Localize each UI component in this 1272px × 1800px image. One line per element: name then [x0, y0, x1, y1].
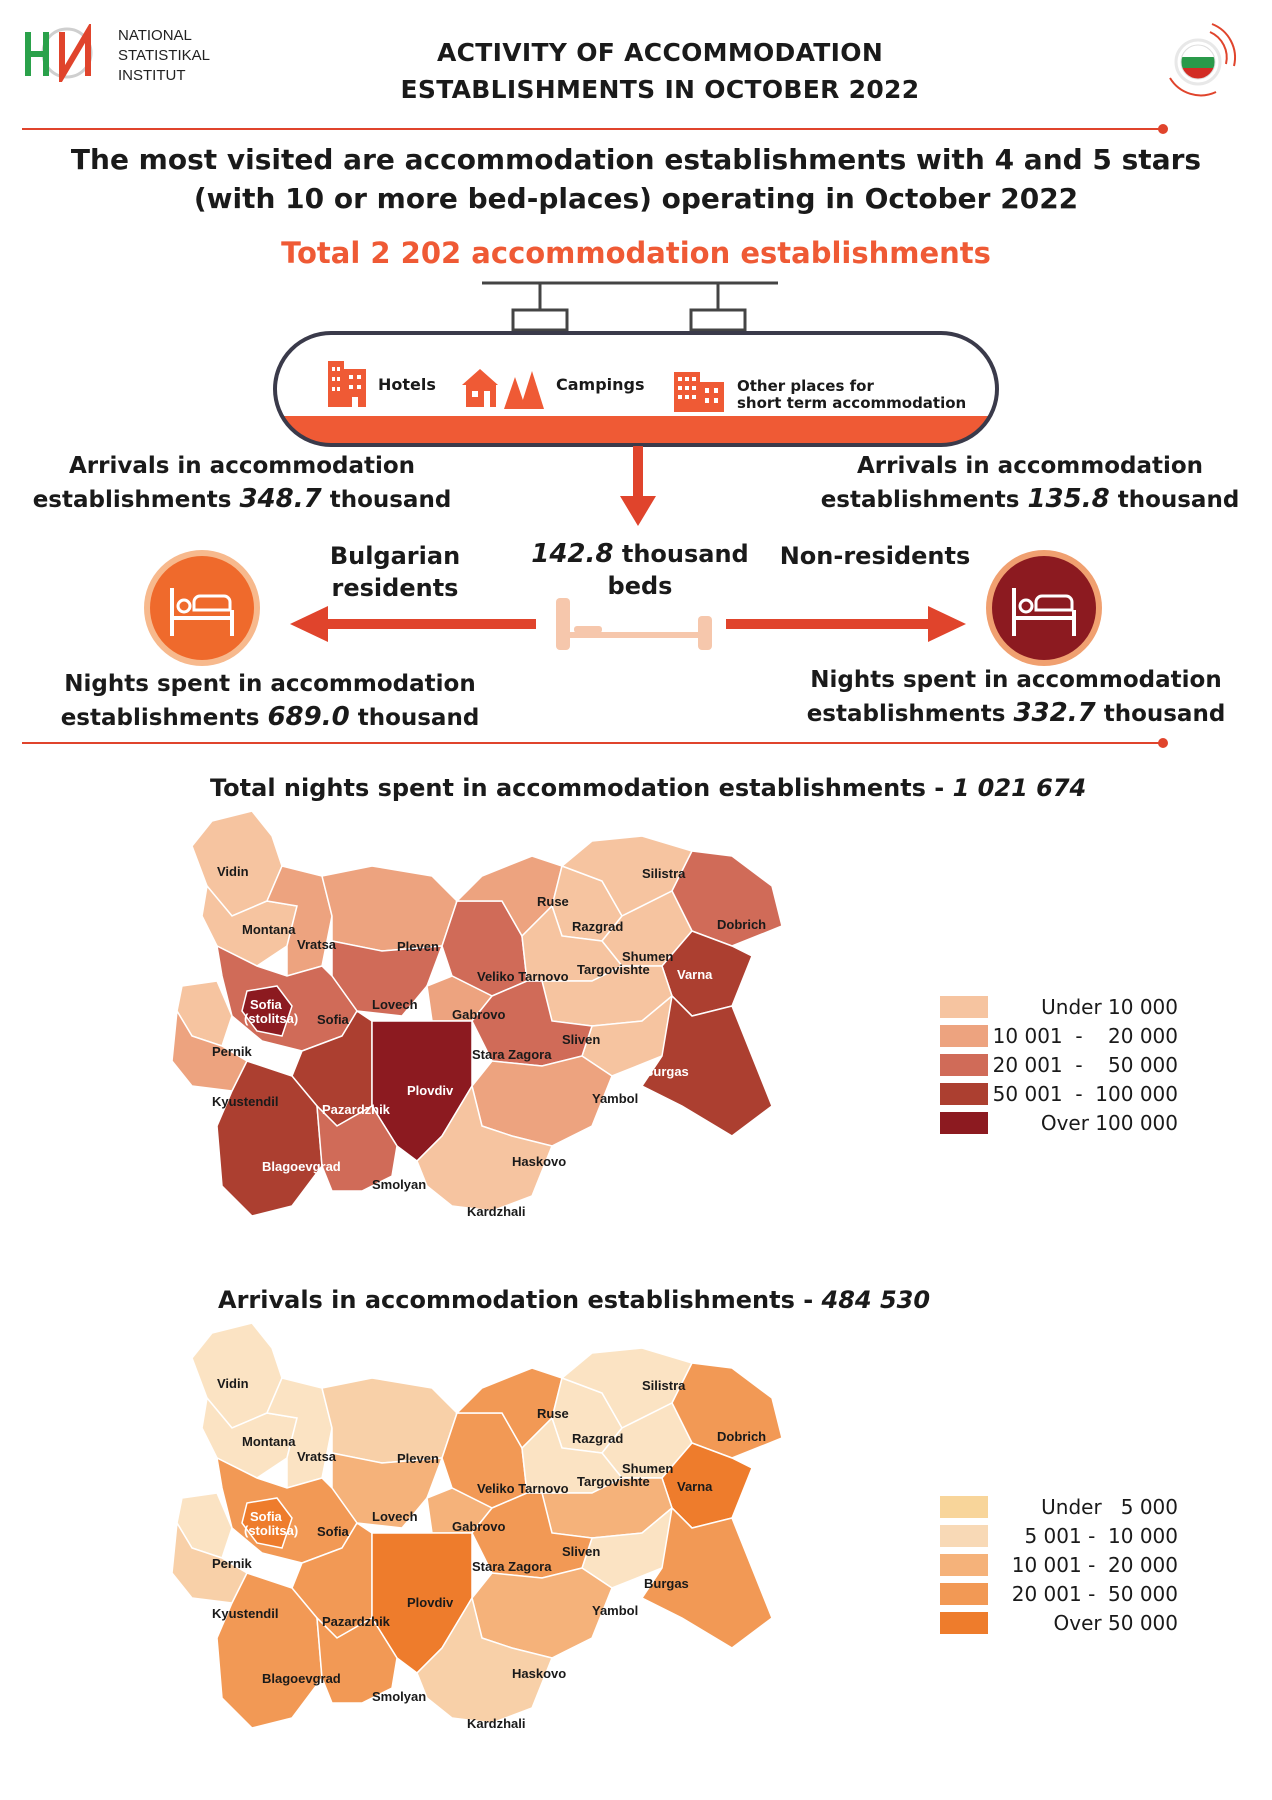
- nsi-logo: [22, 24, 112, 82]
- nights-label-gabrovo: Gabrovo: [452, 1007, 506, 1022]
- arrivals-label-plovdiv: Plovdiv: [407, 1595, 454, 1610]
- nights-legend-label: 10 001 - 20 000: [992, 1023, 1178, 1048]
- arrivals-label-sliven: Sliven: [562, 1544, 601, 1559]
- residents-nights: [30, 668, 510, 735]
- beds-suffix: thousand: [613, 540, 749, 568]
- nonresidents-nights-line-1: Nights spent in accommodation: [810, 667, 1222, 693]
- beds-value: 142.8: [531, 539, 614, 569]
- arrivals-legend-label: Over 50 000: [1053, 1610, 1178, 1635]
- arrivals-label-kardzhali: Kardzhali: [467, 1716, 526, 1731]
- nights-label-targovishte: Targovishte: [577, 962, 650, 977]
- total-establishments: Total 2 202 accommodation establishments: [281, 236, 991, 270]
- org-line-3: INSTITUT: [118, 67, 186, 84]
- nights-legend-label: 20 001 - 50 000: [992, 1052, 1178, 1077]
- nights-label-pernik: Pernik: [212, 1044, 252, 1059]
- nights-label-plovdiv: Plovdiv: [407, 1083, 454, 1098]
- arrivals-map-title-prefix: Arrivals in accommodation establishments -: [218, 1286, 822, 1314]
- nights-legend-item: [940, 1108, 1240, 1137]
- left-arrow-icon: [290, 606, 536, 642]
- arrivals-legend-label: Under 5 000: [1041, 1494, 1178, 1519]
- residents-arrivals-suffix: thousand: [321, 487, 452, 513]
- nights-label-stara: Stara Zagora: [472, 1047, 552, 1062]
- title-line-1: ACTIVITY OF ACCOMMODATION: [436, 38, 884, 67]
- nights-label-haskovo: Haskovo: [512, 1154, 567, 1169]
- residents-arrivals-prefix: establishments: [32, 487, 240, 513]
- arrivals-label-dobrich: Dobrich: [717, 1429, 767, 1444]
- residents-nights-value: 689.0: [267, 702, 350, 732]
- camping-icon: [460, 365, 546, 411]
- nights-label-silistra: Silistra: [642, 866, 686, 881]
- org-line-1: NATIONAL: [118, 27, 192, 44]
- arrivals-label-blagoevgrad: Blagoevgrad: [262, 1671, 341, 1686]
- nights-label-vidin: Vidin: [217, 864, 249, 879]
- arrivals-legend-item: [940, 1492, 1240, 1521]
- arrivals-label-sofia: Sofia: [317, 1524, 349, 1539]
- nonresidents-label: Non-residents: [779, 542, 971, 570]
- headline-line-1: The most visited are accommodation establishments with 4 and 5 stars: [70, 143, 1202, 176]
- beds-line-2: beds: [607, 572, 673, 600]
- nights-label-dobrich: Dobrich: [717, 917, 767, 932]
- residents-label-line-2: residents: [331, 574, 459, 602]
- nights-label-burgas: Burgas: [644, 1064, 689, 1079]
- nights-legend-swatch: [940, 1083, 988, 1105]
- nights-legend-label: 50 001 - 100 000: [992, 1081, 1178, 1106]
- arrivals-label-sofia-stolitsa-suffix: (stolitsa): [244, 1523, 299, 1538]
- nights-map-total: 1 021 674: [952, 774, 1087, 802]
- arrivals-label-lovech: Lovech: [372, 1509, 418, 1524]
- nonresidents-nights-suffix: thousand: [1095, 701, 1226, 727]
- section-divider-dot: [1158, 738, 1168, 748]
- arrivals-legend: [940, 1492, 1240, 1637]
- nights-legend-label: Over 100 000: [1040, 1110, 1178, 1135]
- arrivals-map-title: [218, 1286, 1118, 1314]
- arrivals-label-kyustendil: Kyustendil: [212, 1606, 279, 1621]
- nights-label-yambol: Yambol: [592, 1091, 639, 1106]
- nonresidents-arrivals-value: 135.8: [1027, 484, 1110, 514]
- category-other-line-2: short term accommodation: [737, 394, 967, 412]
- nights-label-veliko: Veliko Tarnovo: [477, 969, 569, 984]
- residents-nights-suffix: thousand: [349, 705, 480, 731]
- residents-arrivals: [12, 450, 472, 517]
- nights-label-pazardzhik: Pazardzhik: [322, 1102, 390, 1117]
- nights-legend-swatch: [940, 1054, 988, 1076]
- nights-label-sofia-stolitsa-suffix: (stolitsa): [244, 1011, 299, 1026]
- residents-arrivals-line-1: Arrivals in accommodation: [68, 453, 416, 479]
- nights-label-vratsa: Vratsa: [297, 937, 337, 952]
- nonresidents-nights: [776, 664, 1256, 731]
- nights-label-kyustendil: Kyustendil: [212, 1094, 279, 1109]
- arrivals-label-pernik: Pernik: [212, 1556, 252, 1571]
- nights-legend-swatch: [940, 1112, 988, 1134]
- hotel-icon: [326, 357, 368, 409]
- nights-label-sofia-stolitsa: Sofia: [250, 997, 282, 1012]
- arrivals-label-silistra: Silistra: [642, 1378, 686, 1393]
- category-hotels: Hotels: [378, 375, 436, 394]
- nights-legend-item: [940, 992, 1240, 1021]
- arrivals-legend-item: [940, 1550, 1240, 1579]
- nonresidents-nights-prefix: establishments: [806, 701, 1014, 727]
- arrivals-legend-swatch: [940, 1496, 988, 1518]
- category-other-line-1: Other places for: [737, 377, 874, 395]
- category-campings: Campings: [556, 375, 645, 394]
- arrivals-legend-swatch: [940, 1525, 988, 1547]
- title-line-2: ESTABLISHMENTS IN OCTOBER 2022: [400, 75, 920, 104]
- page-title: [300, 34, 1020, 108]
- nights-label-shumen: Shumen: [622, 949, 674, 964]
- nights-legend-item: [940, 1050, 1240, 1079]
- nights-legend-swatch: [940, 1025, 988, 1047]
- nights-label-montana: Montana: [242, 922, 296, 937]
- arrivals-legend-item: [940, 1579, 1240, 1608]
- arrivals-label-targovishte: Targovishte: [577, 1474, 650, 1489]
- category-other: [737, 378, 966, 412]
- org-name: [118, 26, 210, 86]
- nights-map: [170, 804, 910, 1284]
- arrivals-legend-item: [940, 1608, 1240, 1637]
- down-arrow-icon: [618, 446, 658, 528]
- nights-label-sliven: Sliven: [562, 1032, 601, 1047]
- apartment-icon: [672, 366, 726, 412]
- nights-label-pleven: Pleven: [397, 939, 439, 954]
- arrivals-map: [170, 1316, 910, 1796]
- arrivals-label-haskovo: Haskovo: [512, 1666, 567, 1681]
- arrivals-label-burgas: Burgas: [644, 1576, 689, 1591]
- headline: [20, 140, 1252, 218]
- nights-legend-label: Under 10 000: [1041, 994, 1178, 1019]
- nights-label-lovech: Lovech: [372, 997, 418, 1012]
- right-arrow-icon: [726, 606, 966, 642]
- arrivals-label-ruse: Ruse: [537, 1406, 569, 1421]
- residents-bed-badge-icon: [142, 548, 262, 668]
- bulgaria-flag-icon: [1160, 18, 1240, 98]
- residents-label: [290, 540, 500, 604]
- arrivals-label-pleven: Pleven: [397, 1451, 439, 1466]
- arrivals-legend-label: 5 001 - 10 000: [1024, 1523, 1178, 1548]
- nights-label-razgrad: Razgrad: [572, 919, 624, 934]
- connector-bracket: [480, 278, 780, 338]
- residents-label-line-1: Bulgarian: [329, 542, 461, 570]
- nights-legend-item: [940, 1079, 1240, 1108]
- arrivals-legend-swatch: [940, 1554, 988, 1576]
- arrivals-legend-swatch: [940, 1612, 988, 1634]
- nights-legend: [940, 992, 1240, 1137]
- nonresidents-bed-badge-icon: [984, 548, 1104, 668]
- nights-label-ruse: Ruse: [537, 894, 569, 909]
- residents-nights-line-1: Nights spent in accommodation: [64, 671, 476, 697]
- nonresidents-arrivals-line-1: Arrivals in accommodation: [856, 453, 1204, 479]
- arrivals-label-veliko: Veliko Tarnovo: [477, 1481, 569, 1496]
- arrivals-legend-label: 20 001 - 50 000: [1011, 1581, 1178, 1606]
- nights-legend-swatch: [940, 996, 988, 1018]
- nights-label-blagoevgrad: Blagoevgrad: [262, 1159, 341, 1174]
- residents-arrivals-value: 348.7: [239, 484, 322, 514]
- nights-label-smolyan: Smolyan: [372, 1177, 427, 1192]
- arrivals-label-yambol: Yambol: [592, 1603, 639, 1618]
- beds-stat: [510, 538, 770, 602]
- arrivals-legend-item: [940, 1521, 1240, 1550]
- arrivals-label-sofia-stolitsa: Sofia: [250, 1509, 282, 1524]
- arrivals-label-stara: Stara Zagora: [472, 1559, 552, 1574]
- nights-label-varna: Varna: [677, 967, 713, 982]
- arrivals-label-gabrovo: Gabrovo: [452, 1519, 506, 1534]
- header-divider-dot: [1158, 124, 1168, 134]
- arrivals-label-razgrad: Razgrad: [572, 1431, 624, 1446]
- nights-map-title: [210, 774, 1110, 802]
- arrivals-legend-label: 10 001 - 20 000: [1011, 1552, 1178, 1577]
- nights-legend-item: [940, 1021, 1240, 1050]
- bed-icon: [554, 594, 714, 652]
- arrivals-label-vidin: Vidin: [217, 1376, 249, 1391]
- arrivals-label-montana: Montana: [242, 1434, 296, 1449]
- nonresidents-arrivals-prefix: establishments: [820, 487, 1028, 513]
- arrivals-label-vratsa: Vratsa: [297, 1449, 337, 1464]
- nights-label-kardzhali: Kardzhali: [467, 1204, 526, 1219]
- nonresidents-arrivals-suffix: thousand: [1109, 487, 1240, 513]
- arrivals-legend-swatch: [940, 1583, 988, 1605]
- nights-map-title-prefix: Total nights spent in accommodation establishments -: [210, 774, 953, 802]
- arrivals-label-varna: Varna: [677, 1479, 713, 1494]
- nonresidents-arrivals: [800, 450, 1260, 517]
- arrivals-map-total: 484 530: [821, 1286, 931, 1314]
- arrivals-label-shumen: Shumen: [622, 1461, 674, 1476]
- header-divider: [22, 128, 1162, 130]
- nights-label-sofia: Sofia: [317, 1012, 349, 1027]
- org-line-2: STATISTIKAL: [118, 47, 210, 64]
- arrivals-label-smolyan: Smolyan: [372, 1689, 427, 1704]
- arrivals-label-pazardzhik: Pazardzhik: [322, 1614, 390, 1629]
- headline-line-2: (with 10 or more bed-places) operating in October 2022: [193, 182, 1079, 215]
- nonresidents-nights-value: 332.7: [1013, 698, 1096, 728]
- residents-nights-prefix: establishments: [60, 705, 268, 731]
- section-divider: [22, 742, 1162, 744]
